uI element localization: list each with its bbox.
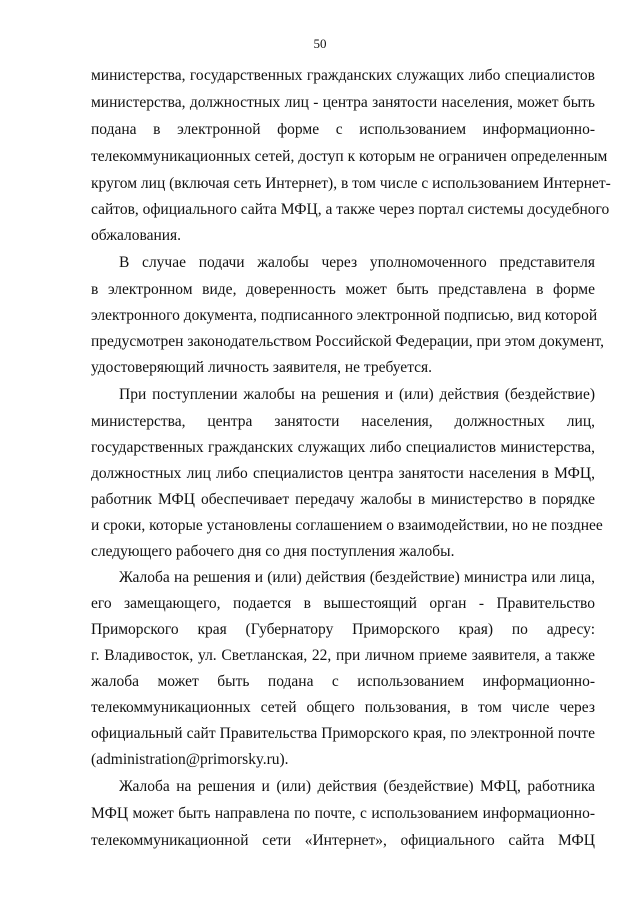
text-line: министерства, должностных лиц - центра занятости населения, может быть (91, 94, 595, 111)
paragraph-first-line: Жалоба на решения и (или) действия (бездействие) МФЦ, работника (119, 778, 595, 795)
text-line: министерства, государственных гражданских служащих либо специалистов (91, 67, 595, 84)
text-line: телекоммуникационных сетей общего пользования, в том числе через (91, 699, 595, 716)
page-number: 50 (313, 36, 327, 51)
text-line: телекоммуникационной сети «Интернет», официального сайта МФЦ (91, 832, 595, 849)
text-line: должностных лиц либо специалистов центра занятости населения в МФЦ, (91, 465, 595, 482)
text-line: сайтов, официального сайта МФЦ, а также через портал системы досудебного (91, 201, 610, 218)
text-line: подана в электронной форме с использованием информационно- (91, 121, 595, 138)
paragraph-first-line: Жалоба на решения и (или) действия (бездействие) министра или лица, (119, 569, 595, 586)
paragraph-first-line: В случае подачи жалобы через уполномоченного представителя (119, 254, 595, 271)
text-line: его замещающего, подается в вышестоящий орган - Правительство (91, 595, 595, 612)
text-line: работник МФЦ обеспечивает передачу жалобы в министерство в порядке (91, 491, 595, 508)
paragraph-first-line: При поступлении жалобы на решения и (или) действия (бездействие) (119, 386, 595, 403)
text-line: государственных гражданских служащих либо специалистов министерства, (91, 439, 595, 456)
text-line: обжалования. (91, 227, 182, 244)
text-line: предусмотрен законодательством Российской Федерации, при этом документ, (91, 333, 605, 350)
text-line: МФЦ может быть направлена по почте, с использованием информационно- (91, 805, 595, 822)
text-line: официальный сайт Правительства Приморского края, по электронной почте (91, 725, 595, 742)
text-line: кругом лиц (включая сеть Интернет), в том числе с использованием Интернет- (91, 175, 611, 192)
text-line: телекоммуникационных сетей, доступ к которым не ограничен определенным (91, 148, 608, 165)
text-line: в электронном виде, доверенность может быть представлена в форме (91, 281, 595, 298)
text-line: удостоверяющий личность заявителя, не требуется. (91, 359, 433, 376)
text-line: следующего рабочего дня со дня поступления жалобы. (91, 543, 455, 560)
text-line: Приморского края (Губернатору Приморского края) по адресу: (91, 621, 595, 638)
text-line: министерства, центра занятости населения, должностных лиц, (91, 413, 595, 430)
text-line: жалоба может быть подана с использованием информационно- (91, 673, 595, 690)
text-line: и сроки, которые установлены соглашением о взаимодействии, но не позднее (91, 517, 603, 534)
text-line: (administration@primorsky.ru). (91, 751, 289, 768)
text-line: электронного документа, подписанного электронной подписью, вид которой (91, 307, 598, 324)
text-line: г. Владивосток, ул. Светланская, 22, при личном приеме заявителя, а также (91, 647, 595, 664)
